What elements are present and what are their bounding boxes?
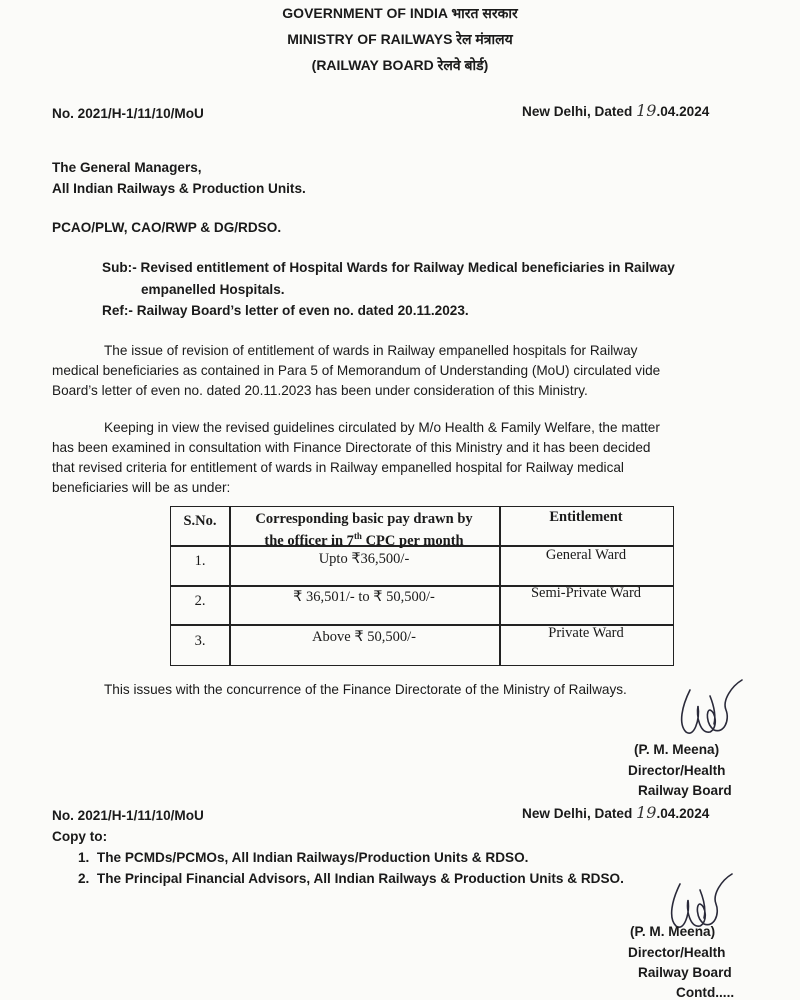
date-prefix: New Delhi, Dated <box>522 104 633 119</box>
signatory-designation-copy: Director/Health <box>628 945 726 960</box>
header-ministry: MINISTRY OF RAILWAYS रेल मंत्रालय <box>287 31 513 47</box>
date-day-handwritten: 19 <box>636 803 657 822</box>
reference-number-copy: No. 2021/H-1/11/10/MoU <box>52 808 204 823</box>
header-government: GOVERNMENT OF INDIA भारत सरकार <box>282 5 518 21</box>
reference-line <box>102 303 469 318</box>
para1-line3: Board’s letter of even no. dated 20.11.2023 has been under consideration of this Ministry. <box>52 383 588 398</box>
date-day-handwritten: 19 <box>636 101 657 120</box>
subject-label: Sub:- <box>102 260 137 275</box>
header-entitlement: Entitlement <box>549 509 623 525</box>
subject-line2: empanelled Hospitals. <box>141 282 285 297</box>
concurrence-statement: This issues with the concurrence of the Finance Directorate of the Ministry of Railways. <box>104 682 627 697</box>
para1-line1: The issue of revision of entitlement of wards in Railway empanelled hospitals for Railway <box>104 343 638 358</box>
table-row-2-entitlement: Semi-Private Ward <box>530 585 642 601</box>
signatory-name: (P. M. Meena) <box>634 742 720 757</box>
signatory-office: Railway Board <box>638 783 732 798</box>
header-sno: S.No. <box>183 513 217 529</box>
para2-line1: Keeping in view the revised guidelines circulated by M/o Health & Family Welfare, the matter <box>104 420 660 435</box>
continued-marker: Contd..... <box>676 985 735 1000</box>
subject-line1 <box>102 260 675 275</box>
para2-line3: that revised criteria for entitlement of wards in Railway empanelled hospital for Railway medical <box>52 460 624 475</box>
table-row-2-pay: ₹ 36,501/- to ₹ 50,500/- <box>293 589 435 605</box>
para2-line4: beneficiaries will be as under: <box>52 480 231 495</box>
signatory-designation: Director/Health <box>628 763 726 778</box>
copy-list-item: 1. The PCMDs/PCMOs, All Indian Railways/Production Units & RDSO. <box>78 850 529 865</box>
reference-label: Ref:- <box>102 303 133 318</box>
handwritten-signature <box>670 676 750 744</box>
table-row-1-entitlement: General Ward <box>545 547 627 563</box>
reference-text: Railway Board’s letter of even no. dated 20.11.2023. <box>136 303 469 318</box>
table-row-1-sno: 1. <box>194 553 206 569</box>
table-row-3-pay: Above ₹ 50,500/- <box>312 629 416 645</box>
copy-list-item: 2. The Principal Financial Advisors, All Indian Railways & Production Units & RDSO. <box>78 871 624 886</box>
signatory-name-copy: (P. M. Meena) <box>630 924 716 939</box>
header-basic-pay-line2: the officer in 7th CPC per month <box>264 531 464 549</box>
table-row-3-entitlement: Private Ward <box>548 625 624 641</box>
date-rest: .04.2024 <box>656 104 710 119</box>
header-basic-pay-line1: Corresponding basic pay drawn by <box>255 511 473 527</box>
place-date-copy: New Delhi, Dated 19.04.2024 <box>522 803 710 822</box>
para2-line2: has been examined in consultation with Finance Directorate of this Ministry and it has been decided <box>52 440 651 455</box>
table-row-1-pay: Upto ₹36,500/- <box>318 551 410 567</box>
copy-to-label: Copy to: <box>52 829 108 844</box>
addressee-line3: PCAO/PLW, CAO/RWP & DG/RDSO. <box>52 220 282 235</box>
header-railway-board: (RAILWAY BOARD रेलवे बोर्ड) <box>311 57 489 73</box>
signatory-office-copy: Railway Board <box>638 965 732 980</box>
subject-text: Revised entitlement of Hospital Wards for Railway Medical beneficiaries in Railway <box>140 260 675 275</box>
reference-number: No. 2021/H-1/11/10/MoU <box>52 106 204 121</box>
entitlement-table <box>170 506 674 666</box>
table-row-3-sno: 3. <box>194 633 206 649</box>
place-date <box>522 101 709 120</box>
table-row-2-sno: 2. <box>194 593 206 609</box>
addressee-line1: The General Managers, <box>52 160 202 175</box>
header-basic-pay <box>229 511 499 550</box>
para1-line2: medical beneficiaries as contained in Para 5 of Memorandum of Understanding (MoU) circulated vide <box>52 363 661 378</box>
addressee-line2: All Indian Railways & Production Units. <box>52 181 306 196</box>
